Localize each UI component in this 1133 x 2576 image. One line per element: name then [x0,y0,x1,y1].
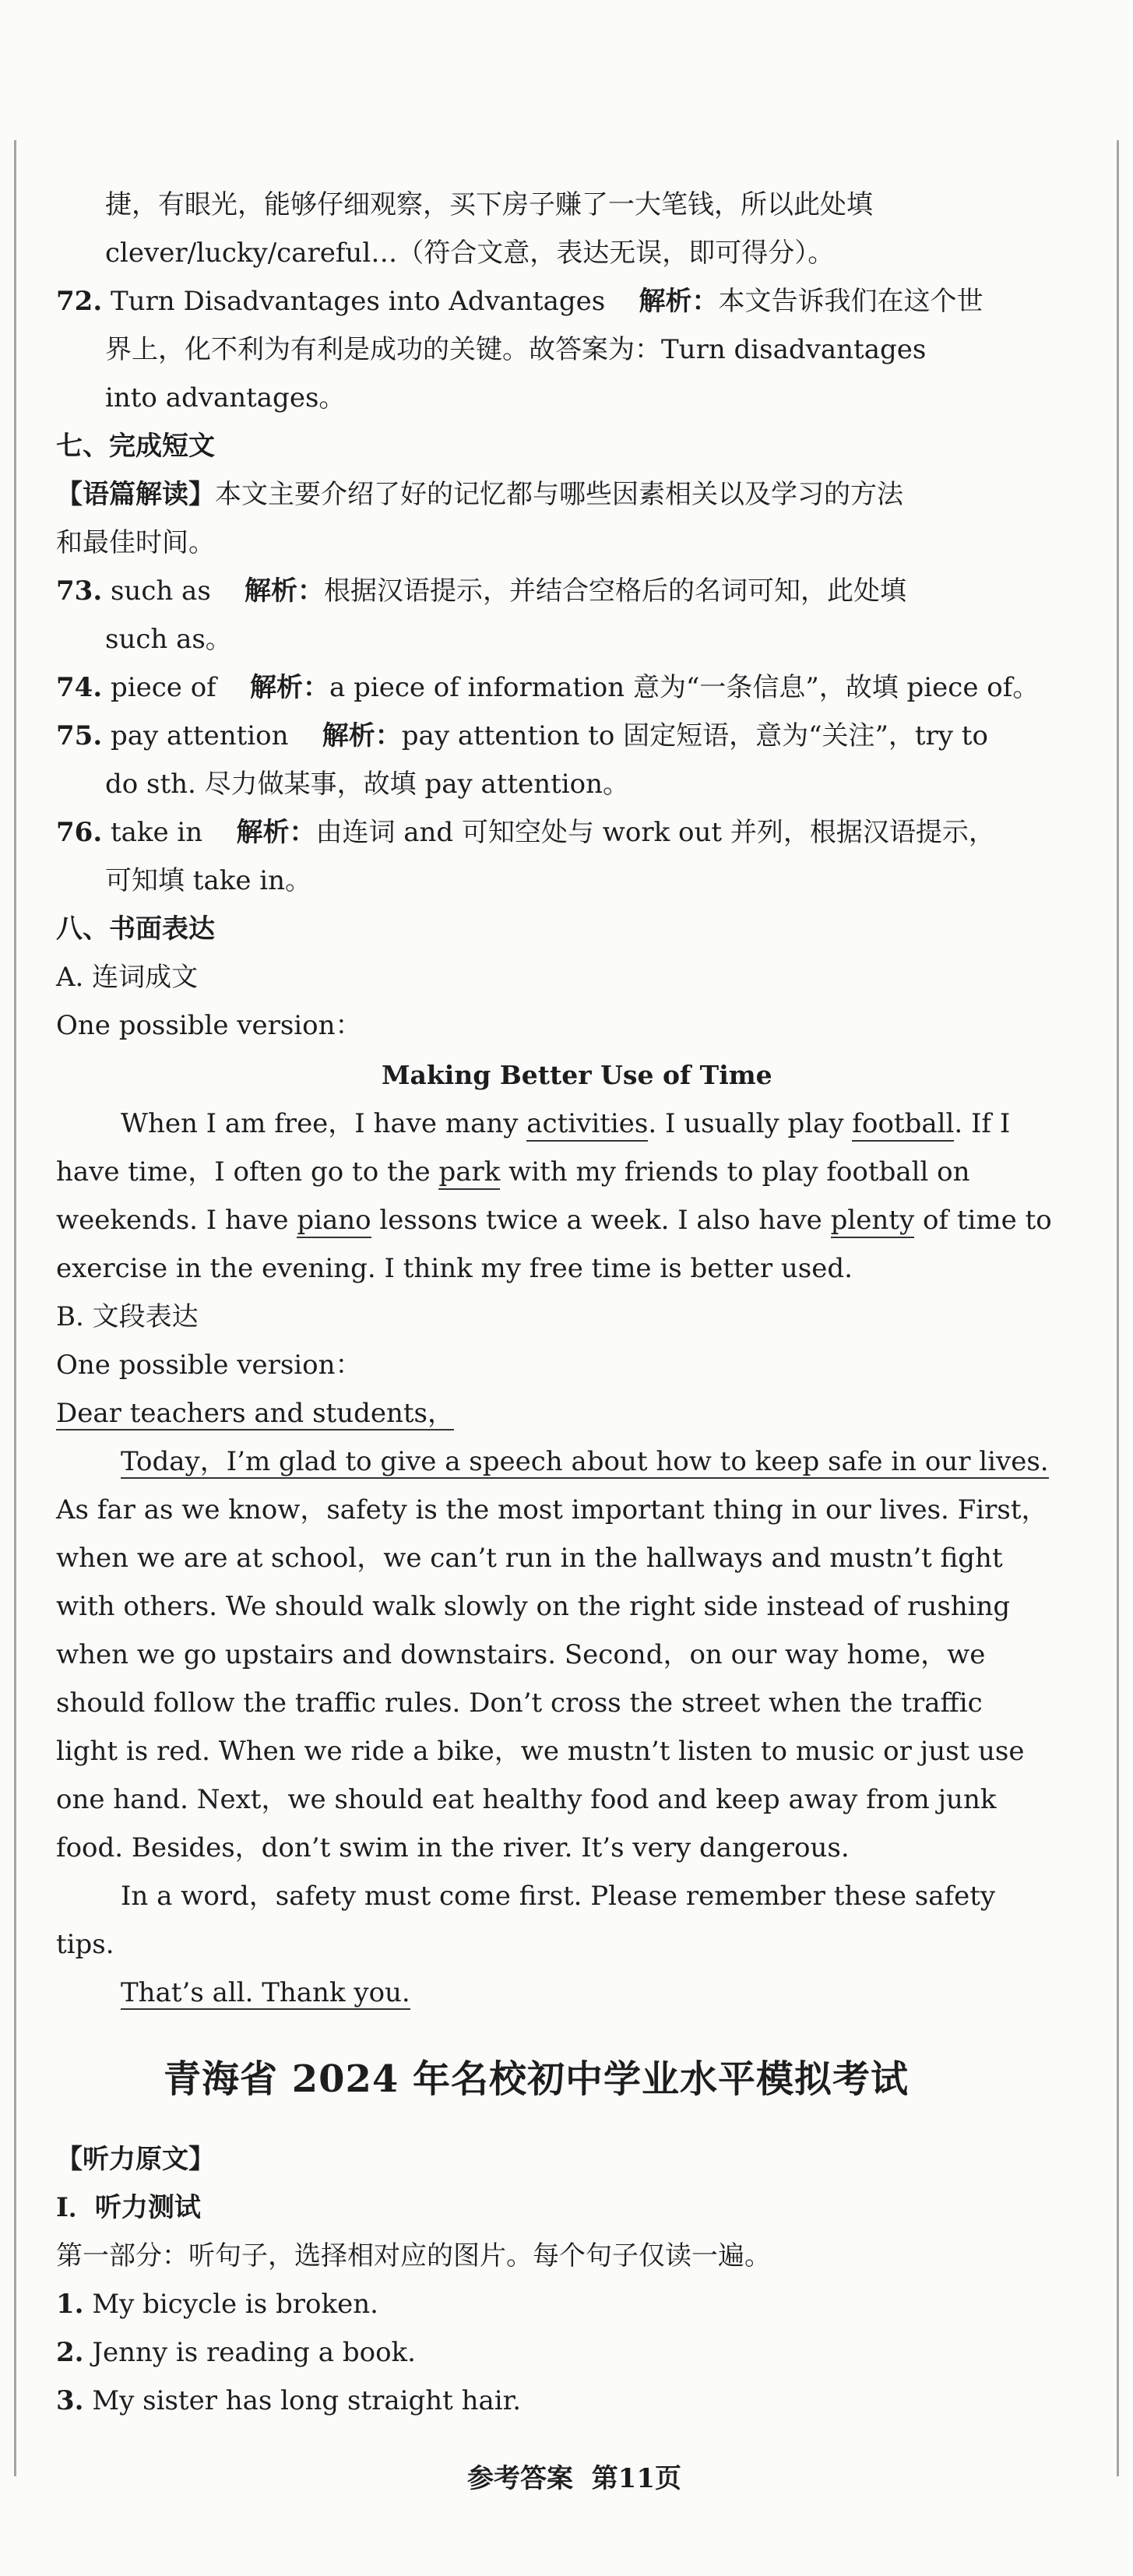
text-line: clever/lucky/careful…（符合文意，表达无误，即可得分）。 [105,238,835,269]
listening-item [56,2383,521,2419]
item-number: 3. [56,2385,84,2416]
page-edge-left [14,140,16,2476]
item-text: Jenny is reading a book. [92,2337,416,2368]
question-number: 73. [56,575,103,607]
essay-line: In a word，safety must come first. Please remember these safety [121,1881,996,1912]
instruction: 第一部分：听句子，选择相对应的图片。每个句子仅读一遍。 [56,2240,771,2272]
summary-line [56,477,903,512]
question-number: 75. [56,720,103,751]
analysis-label: 解析： [250,672,329,703]
essay-line: light is red. When we ride a bike，we mustn’t listen to music or just use [56,1736,1025,1767]
text-line: 可知填 take in。 [105,865,312,896]
section-heading: 八、书面表达 [56,913,215,945]
essay-line: As far as we know，safety is the most important thing in our lives. First， [56,1494,1048,1526]
underlined-word: plenty [831,1205,915,1238]
question-number: 72. [56,286,103,317]
question-76 [56,815,995,850]
item-number: 1. [56,2289,84,2320]
underlined-opening: Today，I’m glad to give a speech about how to keep safe in our lives. [121,1446,1049,1477]
summary-tag: 【语篇解读】 [56,479,215,510]
part-heading: Ⅰ．听力测试 [56,2192,201,2223]
page-footer [467,2461,681,2497]
section-heading: 七、完成短文 [56,431,215,462]
page-edge-right [1117,140,1119,2476]
essay-line [56,1154,970,1190]
letter-opening [121,1444,1049,1480]
letter-greeting [56,1395,454,1431]
answer: piece of [110,672,216,703]
underlined-word: activities [526,1108,648,1142]
question-number: 74. [56,672,103,703]
essay-line: should follow the traffic rules. Don’t cross the street when the traffic [56,1687,983,1719]
essay-title: Making Better Use of Time [382,1060,772,1090]
underlined-greeting: Dear teachers and students， [56,1398,454,1429]
analysis-label: 解析： [236,817,316,848]
essay-line: when we go upstairs and downstairs. Second，on our way home，we [56,1639,986,1670]
page-number: 第11页 [591,2463,682,2494]
exam-title: 青海省 2024 年名校初中学业水平模拟考试 [164,2057,910,2101]
analysis-text: 本文告诉我们在这个世 [718,286,983,317]
analysis-text: 根据汉语提示，并结合空格后的名词可知，此处填 [324,575,907,607]
analysis-text: 由连词 and 可知空处与 work out 并列，根据汉语提示， [315,817,995,848]
question-number: 76. [56,817,103,848]
essay-line: tips. [56,1929,114,1960]
footer-label: 参考答案 [467,2463,573,2494]
text-line: One possible version： [56,1350,362,1381]
section-tag: 【听力原文】 [56,2144,215,2175]
analysis-text: pay attention to 固定短语，意为“关注”，try to [401,720,988,751]
text-span: . I usually play [648,1108,853,1139]
text-line: do sth. 尽力做某事，故填 pay attention。 [105,769,630,800]
text-span: When I am free，I have many [121,1108,527,1139]
text-span: of time to [914,1205,1052,1236]
analysis-label: 解析： [639,286,719,317]
text-line: such as。 [105,624,232,655]
underlined-word: football [852,1108,954,1142]
question-72 [56,283,983,319]
text-span: have time，I often go to the [56,1156,439,1188]
answer: take in [110,817,203,848]
question-74 [56,670,1039,706]
text-line: 捷，有眼光，能够仔细观察，买下房子赚了一大笔钱，所以此处填 [105,189,873,220]
listening-item [56,2286,378,2322]
item-number: 2. [56,2337,84,2368]
listening-item [56,2335,416,2370]
text-span: lessons twice a week. I also have [371,1205,831,1236]
analysis-label: 解析： [245,575,325,607]
text-span: weekends. I have [56,1205,297,1236]
underlined-closing: That’s all. Thank you. [121,1977,410,2008]
analysis-label: 解析： [322,720,402,751]
item-text: My sister has long straight hair. [92,2385,522,2416]
summary-text: 本文主要介绍了好的记忆都与哪些因素相关以及学习的方法 [215,479,903,510]
essay-line [56,1202,1052,1238]
essay-line: when we are at school，we can’t run in the hallways and mustn’t fight [56,1543,1003,1574]
essay-line: one hand. Next，we should eat healthy food and keep away from junk [56,1784,997,1815]
answer: Turn Disadvantages into Advantages [110,286,606,317]
underlined-word: park [438,1156,500,1190]
essay-line: exercise in the evening. I think my free time is better used. [56,1253,853,1284]
answer: pay attention [110,720,289,751]
answer: such as [110,575,211,607]
text-line: into advantages。 [105,382,346,413]
text-span: with my friends to play football on [500,1156,970,1188]
text-line: One possible version： [56,1010,362,1041]
item-text: My bicycle is broken. [92,2289,378,2320]
text-line: 和最佳时间。 [56,527,215,558]
letter-closing [121,1975,410,2011]
underlined-word: piano [297,1205,371,1238]
essay-line: with others. We should walk slowly on the right side instead of rushing [56,1591,1011,1622]
text-line: 界上，化不利为有利是成功的关键。故答案为：Turn disadvantages [105,334,927,365]
question-73 [56,573,906,609]
text-span: . If I [954,1108,1011,1139]
part-heading: A. 连词成文 [56,962,199,993]
analysis-text: a piece of information 意为“一条信息”，故填 piece of。 [329,672,1040,703]
essay-line: food. Besides，don’t swim in the river. It’s very dangerous. [56,1832,850,1863]
essay-line [121,1106,1010,1142]
part-heading: B. 文段表达 [56,1301,199,1332]
question-75 [56,718,988,754]
